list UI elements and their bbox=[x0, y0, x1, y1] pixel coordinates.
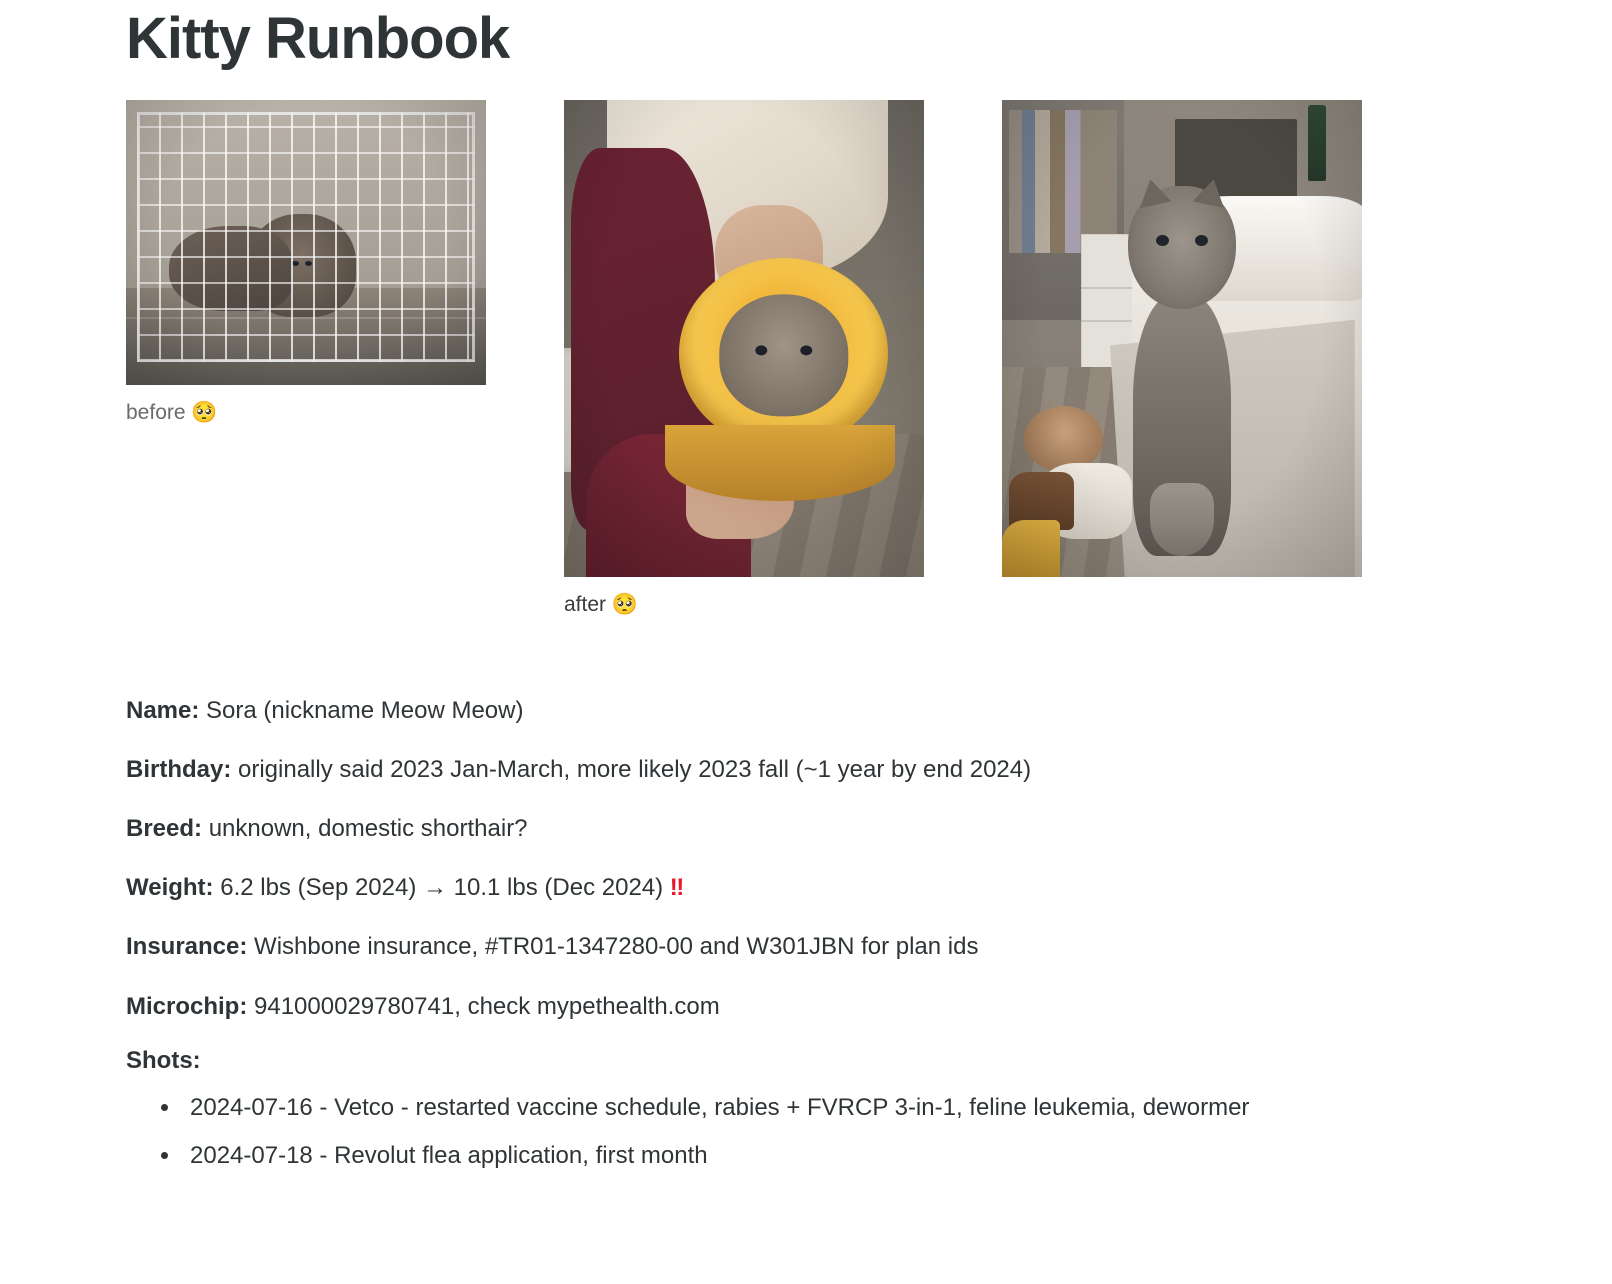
cat-ear-right bbox=[1193, 176, 1230, 208]
field-value: 941000029780741, check mypethealth.com bbox=[247, 992, 720, 1020]
photo-cat-on-bed[interactable] bbox=[1002, 100, 1362, 577]
yellow-donut-bed bbox=[679, 258, 888, 449]
cat-head bbox=[719, 294, 848, 416]
field-label: Birthday: bbox=[126, 755, 232, 783]
yellow-donut-bed-corner bbox=[1002, 520, 1060, 577]
shots-list bbox=[126, 1089, 1486, 1175]
details-section bbox=[0, 620, 1612, 1175]
field-label: Breed: bbox=[126, 815, 203, 843]
cat bbox=[1121, 186, 1243, 549]
field-value: originally said 2023 Jan-March, more likely 2023 fall (~1 year by end 2024) bbox=[231, 755, 1032, 783]
figure-after bbox=[564, 100, 924, 619]
wire-cage-mesh bbox=[137, 112, 475, 363]
field-label: Microchip: bbox=[126, 992, 248, 1020]
photo-gallery bbox=[0, 78, 1612, 619]
cat-eye-left bbox=[1156, 235, 1169, 246]
field-value: unknown, domestic shorthair? bbox=[202, 815, 528, 843]
hanging-clothes bbox=[1009, 110, 1117, 253]
cat-paws bbox=[1150, 483, 1214, 556]
field-value: Wishbone insurance, #TR01-1347280-00 and W301JBN for plan ids bbox=[247, 933, 979, 961]
page-title: Kitty Runbook bbox=[126, 6, 510, 71]
field-breed bbox=[126, 810, 1486, 847]
photo-caption-before: before 🥺 bbox=[126, 401, 218, 425]
list-item: • 2024-07-18 - Revolut flea application, first month bbox=[182, 1137, 1486, 1175]
field-label: Weight: bbox=[126, 874, 214, 902]
field-birthday bbox=[126, 751, 1486, 788]
field-value: 6.2 lbs (Sep 2024) → 10.1 lbs (Dec 2024) bbox=[213, 874, 670, 902]
photo-cat-in-yellow-donut-bed[interactable] bbox=[564, 100, 924, 577]
field-name bbox=[126, 692, 1486, 729]
cat-eye-left bbox=[755, 346, 767, 356]
donut-bed-lower-rim bbox=[665, 425, 895, 501]
shots-heading: Shots: bbox=[126, 1046, 201, 1074]
cat-eye-right bbox=[1195, 235, 1208, 246]
photo-cat-in-trap-cage[interactable] bbox=[126, 100, 486, 385]
figure-before bbox=[126, 100, 486, 427]
cat-head bbox=[1128, 186, 1236, 309]
double-exclamation-icon: ‼ bbox=[669, 874, 685, 902]
bottle bbox=[1308, 105, 1326, 181]
list-item: • 2024-07-16 - Vetco - restarted vaccine schedule, rabies + FVRCP 3-in-1, feline leukemia, dewormer bbox=[182, 1089, 1486, 1127]
field-label: Name: bbox=[126, 696, 200, 724]
field-weight bbox=[126, 869, 1486, 906]
photo-caption-after: after 🥺 bbox=[564, 593, 639, 617]
field-label: Insurance: bbox=[126, 933, 248, 961]
cat-ear-left bbox=[1134, 176, 1171, 208]
figure-bedroom bbox=[1002, 100, 1362, 577]
field-value: Sora (nickname Meow Meow) bbox=[199, 696, 524, 724]
cat-eye-right bbox=[800, 346, 812, 356]
field-microchip bbox=[126, 988, 1486, 1025]
field-insurance bbox=[126, 928, 1486, 965]
